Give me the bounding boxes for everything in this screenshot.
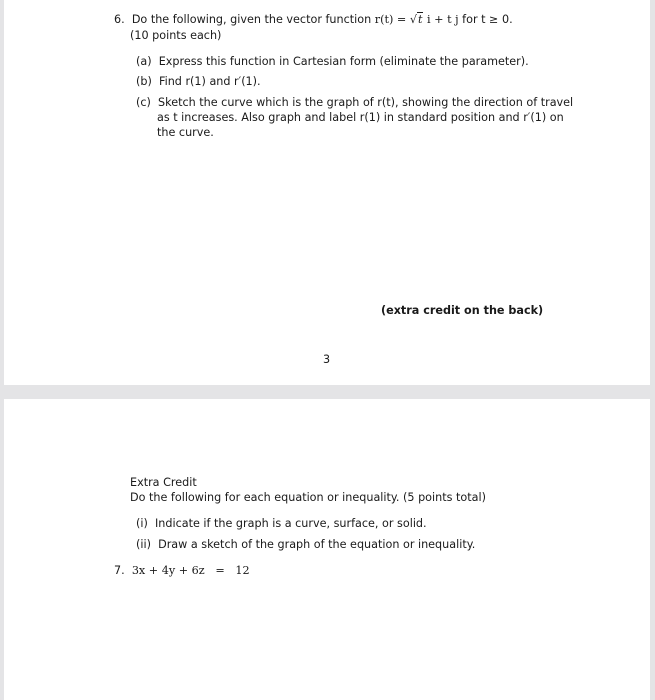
q7-lhs: 3x + 4y + 6z: [131, 564, 205, 577]
part-c-line-3: the curve.: [157, 126, 214, 139]
question-6-points: (10 points each): [130, 29, 222, 42]
extra-credit-note: (extra credit on the back): [381, 304, 544, 317]
question-6-stem: 6. Do the following, given the vector function r(t) = √t i + t j for t ≥ 0.: [114, 13, 513, 26]
q7-rhs: 12: [235, 564, 250, 577]
page-number: 3: [323, 353, 331, 366]
item-i: (i) Indicate if the graph is a curve, surface, or solid.: [136, 517, 427, 530]
exam-page-3: [4, 0, 650, 385]
part-c: (c) Sketch the curve which is the graph of r(t), showing the direction of travel: [136, 96, 574, 109]
part-a: (a) Express this function in Cartesian form (eliminate the parameter).: [136, 55, 529, 68]
q7-equals: =: [215, 564, 225, 577]
part-c-line-2: as t increases. Also graph and label r(1) in standard position and r′(1) on: [157, 111, 564, 124]
vector-function: r(t) = √t i + t j: [374, 13, 459, 26]
extra-credit-instructions: Do the following for each equation or inequality. (5 points total): [130, 491, 486, 504]
item-ii: (ii) Draw a sketch of the graph of the equation or inequality.: [136, 538, 476, 551]
extra-credit-heading: Extra Credit: [130, 476, 197, 489]
exam-page-extra-credit: [4, 399, 650, 700]
sqrt-symbol: √t: [409, 13, 423, 26]
part-b: (b) Find r(1) and r′(1).: [136, 75, 261, 88]
question-7: 7. 3x + 4y + 6z = 12: [114, 564, 250, 577]
